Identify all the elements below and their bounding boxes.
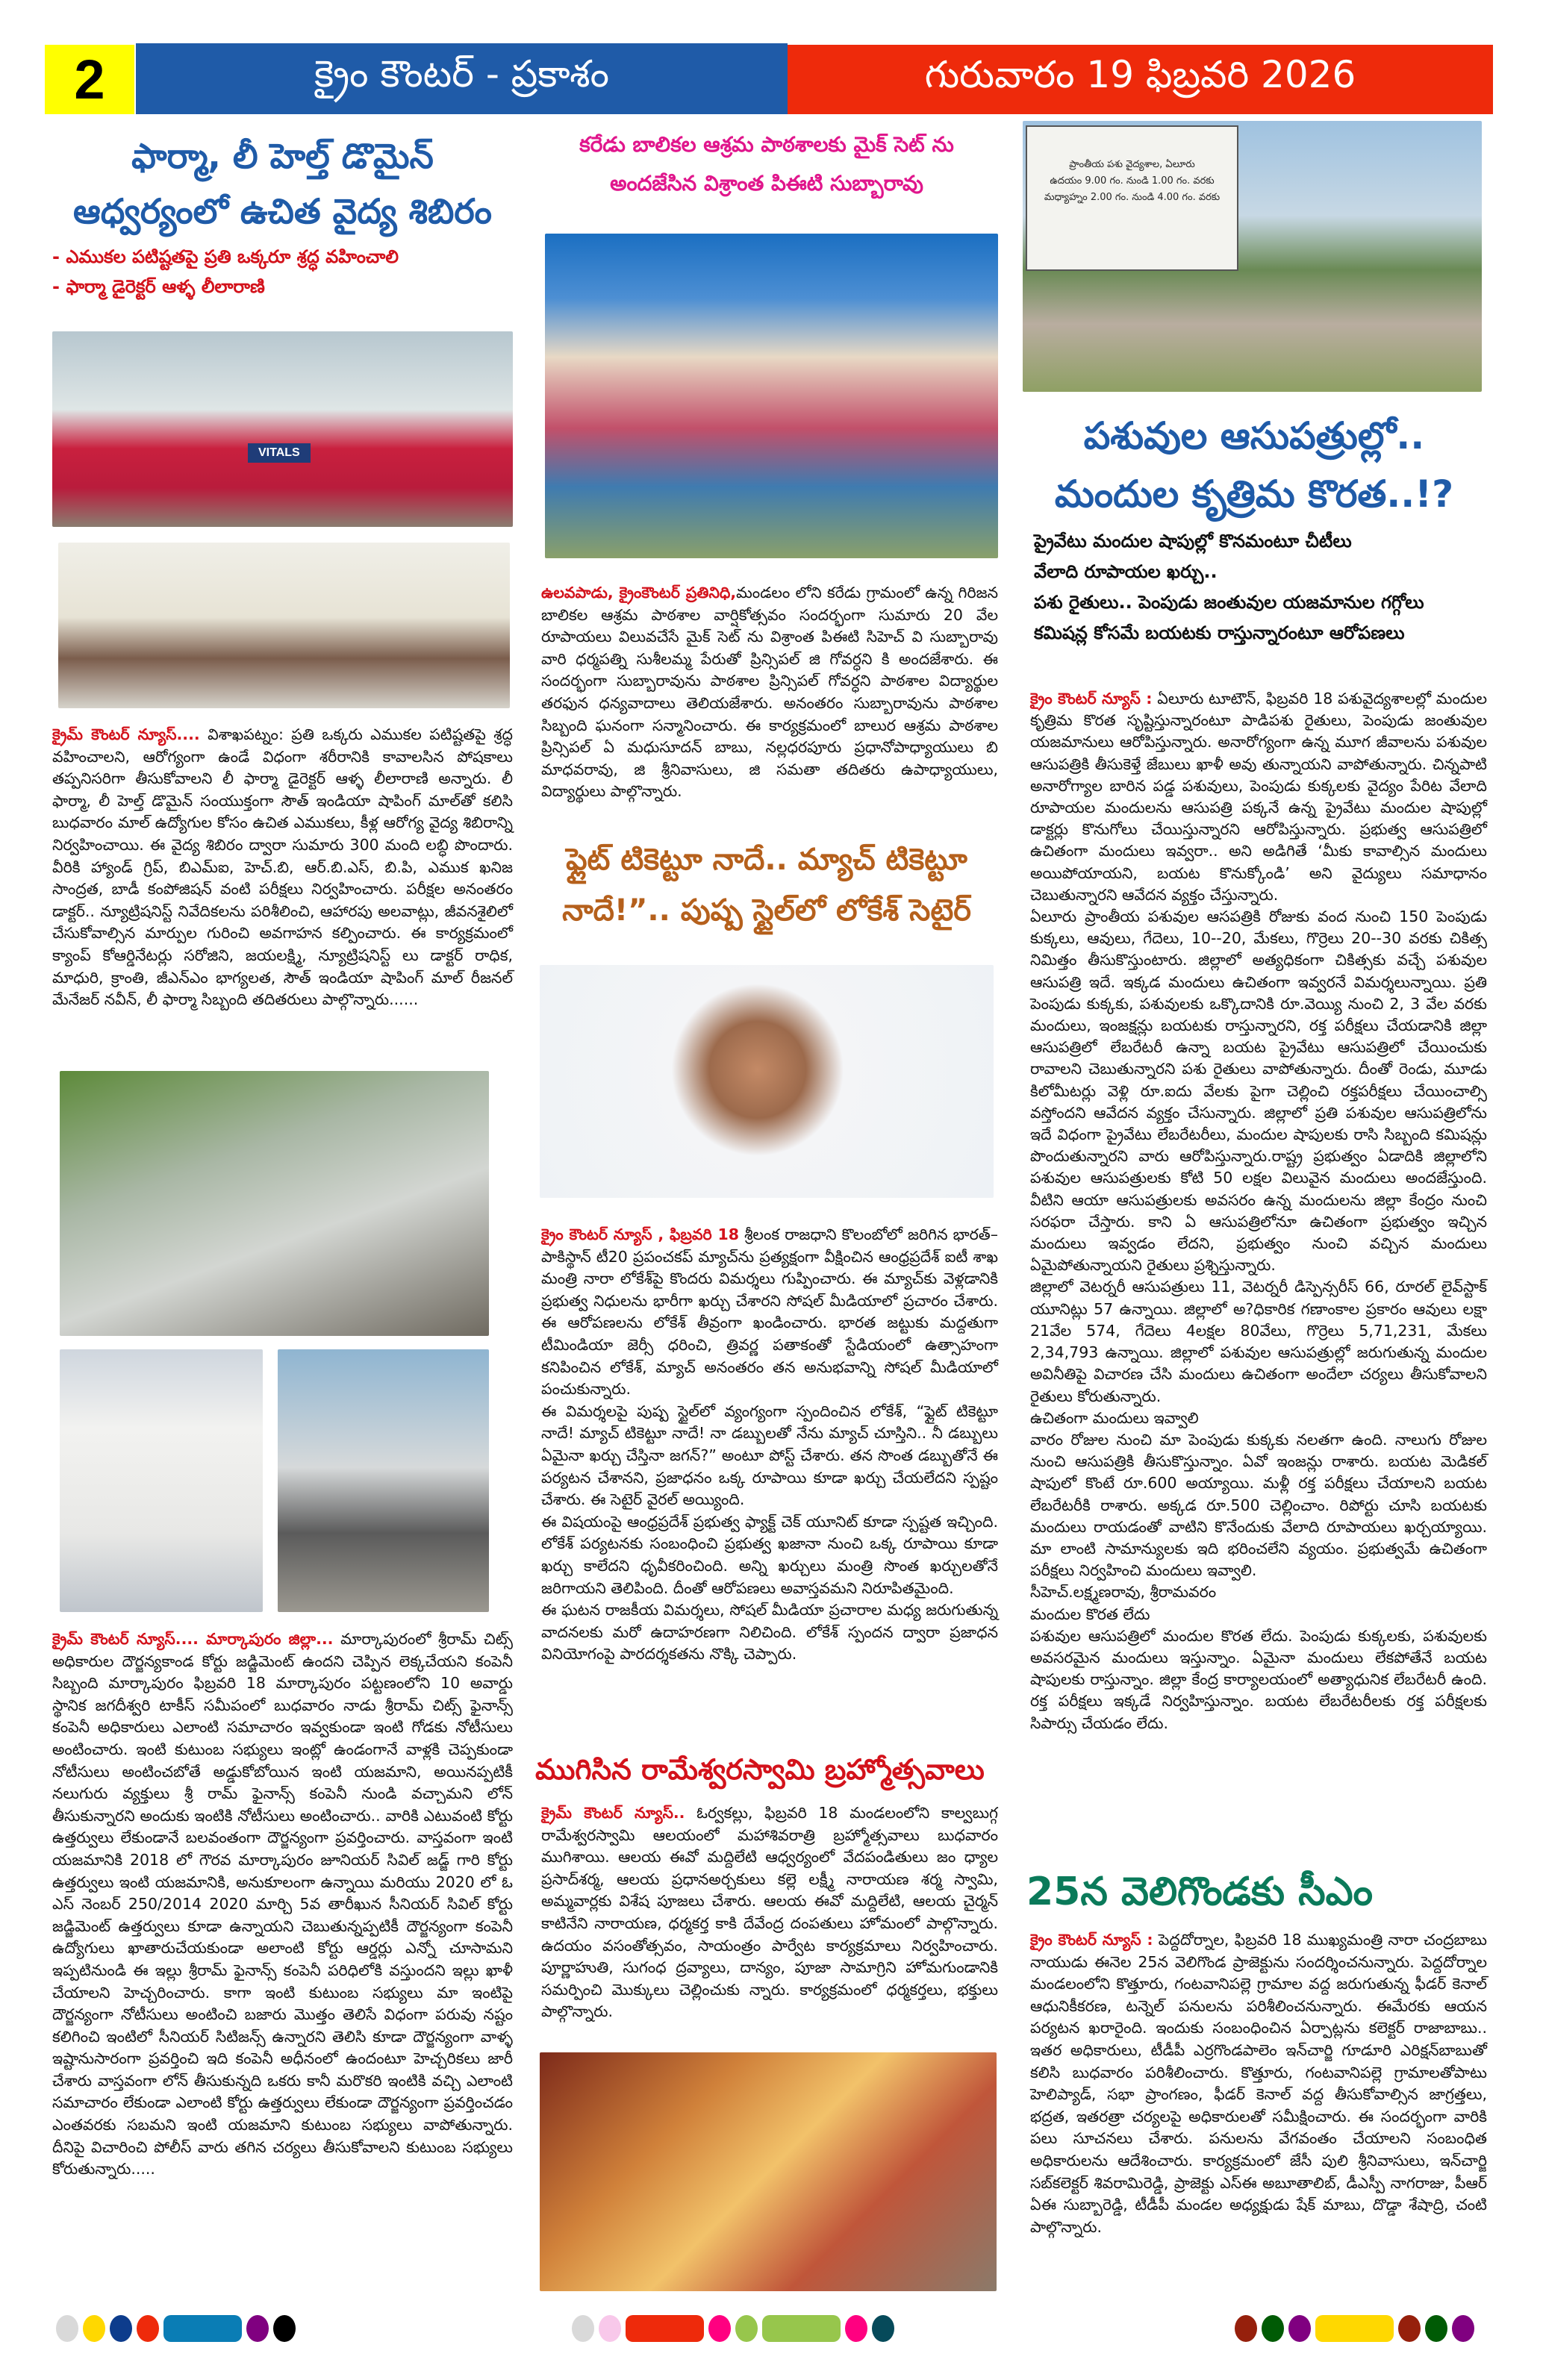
color-dot bbox=[1262, 2315, 1284, 2342]
article-lokesh-body bbox=[541, 1224, 998, 1666]
dateline: క్రైం కౌంటర్ న్యూస్ , ఫిబ్రవరి 18 bbox=[541, 1225, 739, 1243]
color-dot bbox=[1452, 2315, 1474, 2342]
body-text: ఓర్వకల్లు, ఫిబ్రవరి 18 మండలంలోని కాల్వబుగ్గ రామేశ్వరస్వామి ఆలయంలో మహాశివరాత్రి బ్రహ్మోత్సవాలు బుధవారం ముగిశాయి. ఆలయ ఈవో మద్దిలేటి ఆధ్వర్యంలో వేదపండితులు జం ధ్యాల ప్రసాద్‌శర్మ, ఆలయ ప్రధానఅర్చకులు కల్లె లక్ష్మీ నారాయణ శర్మ స్వామి, అమ్మవార్లకు విశేష పూజలు చేశారు. ఆలయ ఈవో మద్దిలేటి, ఆలయ చైర్మన్ కాటినేని నారాయణ, ధర్మకర్త కాకి దేవేంద్ర దంపతులు హోమంలో పాల్గొన్నారు. ఉదయం వసంతోత్సవం, సాయంత్రం పార్వేట కార్యక్రమాలు నిర్వహించారు. పూర్ణాహుతి, సుగంధ ద్రవ్యాలు, దాన్యం, పూజా సామాగ్రిని హోమగుండానికి సమర్పించి మొక్కులు చెల్లించుకు న్నారు. కార్యక్రమంలో ధర్మకర్తలు, భక్తులు పాల్గొన్నారు. bbox=[541, 1804, 998, 2021]
headline-cm: 25న వెలిగొండకు సీఎం bbox=[1026, 1870, 1373, 1914]
article-rameswara-body bbox=[541, 1802, 998, 2023]
sign-line: ప్రాంతీయ పశు వైద్యశాల, ఏలూరు bbox=[1069, 159, 1195, 170]
headline-rameswara: ముగిసిన రామేశ్వరస్వామి బ్రహ్మోత్సవాలు bbox=[535, 1753, 985, 1786]
subhead: - ఫార్మా డైరెక్టర్ ఆళ్ళ లీలారాణి bbox=[52, 276, 265, 297]
headline-line: నాదే!”.. పుష్ప స్టైల్‌లో లోకేశ్ సెటైర్ bbox=[562, 893, 971, 928]
sign-line: ఉదయం 9.00 గం. నుండి 1.00 గం. వరకు bbox=[1050, 175, 1215, 187]
color-dot bbox=[599, 2315, 621, 2342]
dateline: క్రైమ్ కౌంటర్ న్యూస్.. bbox=[541, 1804, 685, 1822]
lokesh-photo bbox=[540, 965, 994, 1198]
color-dot bbox=[83, 2315, 105, 2342]
footer-color-strip-center bbox=[572, 2315, 894, 2342]
headline bbox=[52, 128, 513, 239]
headline-line: అందజేసిన విశ్రాంత పిఈటి సుబ్బారావు bbox=[610, 171, 923, 196]
medical-camp-photo bbox=[52, 331, 513, 527]
color-dot bbox=[572, 2315, 594, 2342]
headline-line: పశువుల ఆసుపత్రుల్లో.. bbox=[1083, 414, 1425, 457]
color-dot bbox=[1398, 2315, 1421, 2342]
box-subhead: మందుల కొరత లేదు bbox=[1030, 1605, 1150, 1623]
school-event-photo bbox=[545, 234, 998, 558]
homam-ritual-photo bbox=[540, 2052, 997, 2291]
headline-line: ఫ్లైట్ టికెట్టూ నాదే.. మ్యాచ్ టికెట్టూ bbox=[566, 843, 967, 877]
article-shriram bbox=[52, 1628, 513, 2181]
subheads bbox=[52, 242, 513, 302]
box-subhead: ఉచితంగా మందులు ఇవ్వాలి bbox=[1030, 1408, 1199, 1427]
street-photo bbox=[60, 1071, 489, 1336]
dateline: క్రైం కౌంటర్ న్యూస్ : bbox=[1030, 1931, 1153, 1949]
issue-date: గురువారం 19 ఫిబ్రవరి 2026 bbox=[788, 45, 1493, 114]
paragraph: ఏలూరు టూటౌన్, ఫిబ్రవరి 18 పశువైద్యశాలల్లో మందుల కృత్రిమ కొరత సృష్టిస్తున్నారంటూ పాడిపశు రైతులు, పెంపుడు జంతువుల యజమానులు ఆరోపిస్తున్నారు. అనారోగ్యంగా ఉన్న మూగ జీవాలను పశువుల ఆసుపత్రికి తీసుకెళ్తే జేబులు ఖాళీ అవు తున్నాయని వాపోతున్నారు. చిన్నపాటి అనారోగ్యాల బారిన పడ్డ పశువులు, పెంపుడు కుక్కలకు వైద్యం పేరిట వేలాది రూపాయల మందులను ఆసుపత్రి పక్కనే ఉన్న ప్రైవేటు మందుల షాపుల్లో డాక్టర్లు కొనుగోలు చేయిస్తున్నారని ఆరోపిస్తున్నారు. ప్రభుత్వ ఆసుపత్రిలో ఉచితంగా మందులు ఇవ్వరా.. అని అడిగితే ‘మీకు కావాల్సిన మందులు అయిపోయాయని, బయట కొనుక్కోండి’ అని వైద్యులు సమాధానం చెబుతున్నారని ఆవేదన వ్యక్తం చేస్తున్నారు. bbox=[1030, 690, 1487, 904]
subhead: ప్రైవేటు మందుల షాపుల్లో కొనమంటూ చీటీలు bbox=[1034, 531, 1352, 552]
headline-line: ఆధ్వర్యంలో ఉచిత వైద్య శిబిరం bbox=[73, 191, 492, 231]
headline-line: మందుల కృత్రిమ కొరత..!? bbox=[1054, 472, 1454, 516]
dateline: ఉలవపాడు, క్రైంకౌంటర్ ప్రతినిధి, bbox=[541, 584, 737, 602]
newspaper-title: క్రైం కౌంటర్ - ప్రకాశం bbox=[136, 43, 788, 114]
veterinary-hospital-photo bbox=[1023, 121, 1482, 392]
footer-color-strip-right bbox=[1235, 2315, 1474, 2342]
paragraph: జిల్లాలో వెటర్నరీ ఆసుపత్రులు 11, వెటర్నరీ డిస్పెన్సరీస్ 66, రూరల్ లైవ్‌స్టాక్ యూనిట్లు 57 ఉన్నాయి. జిల్లాలో అ?ధికారిక గణాంకాల ప్రకారం ఆవులు లక్షా 21వేల 574, గేదెలు 4లక్షల 80వేలు, గొర్రెలు 5,71,231, మేకలు 2,34,793 ఉన్నాయి. జిల్లాలో పశువుల ఆసుపత్రుల్లో జరుగుతున్న మందుల అవినీతిపై విచారణ చేసి మందులు ఉచితంగా అందేలా చర్యలు తీసుకోవాలని రైతులు కోరుతున్నారు. bbox=[1030, 1278, 1487, 1405]
color-dot bbox=[708, 2315, 731, 2342]
quote: వారం రోజుల నుంచి మా పెంపుడు కుక్కకు నలతగా ఉంది. నాలుగు రోజుల నుంచి ఆసుపత్రికి తీసుకొస్తున్నాం. ఏవో ఇంజన్లు రాశారు. బయట మెడికల్ షాపులో కొంటే రూ.600 అయ్యాయి. మళ్లీ రక్త పరీక్షలు చేయాలని బయట లేబరేటరీకి రాశారు. అక్కడ రూ.500 చెల్లించాం. రిపోర్టు చూసి బయటకు మందులు రాయడంతో వాటిని కొనేందుకు వేలాది రూపాయలు ఖర్చయ్యాయి. మా లాంటి సామాన్యులకు ఇది భరించలేని వ్యయం. ప్రభుత్వమే ఉచితంగా పరీక్షలు నిర్వహించి మందులు ఇవ్వాలి. bbox=[1030, 1430, 1487, 1580]
group-photo bbox=[58, 543, 510, 708]
body-text: మార్కాపురంలో శ్రీరామ్ చిట్స్ అధికారుల దౌర్జన్యకాండ కోర్టు జడ్జిమెంట్ ఉందని చెప్పిన లెక్కచేయని కంపెనీ సిబ్బంది మార్కాపురం ఫిబ్రవరి 18 మార్కాపురం పట్టణంలోని 10 అవార్డు స్థానిక జగదీశ్వరి టాకీస్ సమీపంలో బుధవారం నాడు శ్రీరామ్ చిట్స్ ఫైనాన్స్ కంపెనీ అధికారులు ఎలాంటి సమాచారం ఇవ్వకుండా ఇంటి గోడకు నోటీసులు అంటించారు. ఇంటి కుటుంబ సభ్యులు ఇంట్లో ఉండంగానే వాళ్లకి చెప్పకుండా నోటీసులు అంటించబోతే అడ్డుకోబోయిన ఇంటి యజమాని, అయినప్పటికీ నలుగురు వ్యక్తులు శ్రీ రామ్ ఫైనాన్స్ కంపెనీ నుండి వచ్చామని లోన్ తీసుకున్నారని అందుకు ఇంటికి నోటీసులు అంటించారు.. వారికి ఎటువంటి కోర్టు ఉత్తర్వులు లేకుండానే బలవంతంగా దౌర్జన్యంగా ప్రవర్తించారు. వాస్తవంగా ఇంటి యజమానికి 2018 లో గౌరవ మార్కాపురం జూనియర్ సివిల్ జడ్జ్ గారి కోర్టు ఉత్తర్వులు ఇంటి యజమానికి, అనుకూలంగా ఉన్నాయి మరియు 2020 లో ఓ ఎస్ నెంబర్ 250/2014 2020 మార్చి 5వ తారీఖున సీనియర్ సివిల్ కోర్టు జడ్జిమెంట్ ఉత్తర్వులు కూడా ఉన్నాయని చెబుతున్నప్పటికీ దౌర్జన్యంగా కంపెనీ ఉద్యోగులు ఖాతారుచేయకుండా అలాంటి కోర్టు ఆర్డర్లు ఎన్నో చూసామని ఇప్పటినుండి ఈ ఇల్లు శ్రీరామ్ ఫైనాన్స్ కంపెనీ పరిధిలోకి వస్తుందని ఇల్లు ఖాళీ చేయాలని హెచ్చరించారు. కాగా ఇంటి కుటుంబ సభ్యులు మా ఇంటిపై దౌర్జన్యంగా నోటీసులు అంటించి బజారు మొత్తం తెలిసే విధంగా పరువు నష్టం కలిగించి ఇంటిలో సీనియర్ సిటిజన్స్ ఉన్నారని తెలిసి కూడా దౌర్జన్యంగా వాళ్ళ ఇష్టానుసారంగా ప్రవర్తించి ఇది కంపెనీ అధీనంలో ఉందంటూ హెచ్చరికలు జారీ చేశారు వాస్తవంగా లోన్ తీసుకున్నది ఒకరు కానీ మరొకరి ఇంటికి వచ్చి ఎలాంటి సమాచారం లేకుండా ఎలాంటి కోర్టు ఉత్తర్వులు లేకుండా దౌర్జన్యంగా ప్రవర్తించడం ఎంతవరకు సబమని ఇంటి యజమాని కుటుంబ సభ్యులు వాపోతున్నారు. దీనిపై విచారించి పోలీస్ వారు తగిన చర్యలు తీసుకోవాలని కుటుంబ సభ్యులు కోరుతున్నారు..... bbox=[52, 1630, 513, 2178]
hospital-signboard bbox=[1026, 125, 1238, 271]
footer-color-strip-left bbox=[56, 2315, 296, 2342]
quote-attribution: సీహెచ్.లక్ష్మణరావు, శ్రీరామవరం bbox=[1030, 1583, 1217, 1602]
paragraph: ఈ విమర్శలపై పుష్ప స్టైల్‌లో వ్యంగ్యంగా స్పందించిన లోకేశ్, “ఫ్లైట్ టికెట్టూ నాదే! మ్యాచ్ టికెట్టూ నాదే! నా డబ్బులతో నేను మ్యాచ్ చూస్తిని.. నీ డబ్బులు ఏమైనా ఖర్చు చేస్తినా జగన్?” అంటూ పోస్ట్ చేశారు. తన సొంత డబ్బుతోనే ఈ పర్యటన చేశానని, ప్రజాధనం ఒక్క రూపాయి కూడా ఖర్చు చేయలేదని స్పష్టం చేశారు. ఈ సెటైర్ వైరల్ అయ్యింది. bbox=[541, 1402, 998, 1509]
color-dot bbox=[273, 2315, 296, 2342]
sign-line: మధ్యాహ్నం 2.00 గం. నుండి 4.00 గం. వరకు bbox=[1044, 192, 1221, 203]
subhead: కమిషన్ల కోసమే బయటకు రాస్తున్నారంటూ ఆరోపణలు bbox=[1034, 622, 1405, 643]
subhead: పశు రైతులు.. పెంపుడు జంతువుల యజమానుల గగ్గోలు bbox=[1034, 592, 1424, 613]
house-wall-photo bbox=[278, 1349, 489, 1612]
dateline: క్రైం కౌంటర్ న్యూస్ : bbox=[1030, 690, 1153, 708]
article-cm-body bbox=[1030, 1929, 1487, 2238]
subheads-vet bbox=[1034, 526, 1482, 649]
color-dot bbox=[845, 2315, 867, 2342]
color-dot bbox=[1288, 2315, 1311, 2342]
page-number: 2 bbox=[45, 45, 134, 114]
paragraph: ఈ విషయంపై ఆంధ్రప్రదేశ్ ప్రభుత్వ ఫ్యాక్ట్ చెక్ యూనిట్ కూడా స్పష్టత ఇచ్చింది. లోకేశ్ పర్యటనకు సంబంధించి ప్రభుత్వ ఖజానా నుంచి ఒక్క రూపాయి కూడా ఖర్చు కాలేదని ధృవీకరించింది. అన్ని ఖర్చులు మంత్రి సొంత ఖర్చులతోనే జరిగాయని తెలిపింది. దీంతో ఆరోపణలు అవాస్తవమని నిరూపితమైంది. bbox=[541, 1512, 998, 1597]
color-bar bbox=[163, 2315, 242, 2342]
color-dot bbox=[735, 2315, 758, 2342]
headline-line: కరేడు బాలికల ఆశ్రమ పాఠశాలకు మైక్ సెట్ ను bbox=[579, 132, 954, 157]
headline-line: ఫార్మా, లీ హెల్త్ డొమైన్ bbox=[131, 136, 434, 176]
body-text: పెద్దదోర్నాల, ఫిబ్రవరి 18 ముఖ్యమంత్రి నారా చంద్రబాబు నాయుడు ఈనెల 25న వెలిగొండ ప్రాజెక్టును సందర్శించనున్నారు. పెద్దదోర్నాల మండలంలోని కొత్తూరు, గంటవానిపల్లె గ్రామాల వద్ద జరుగుతున్న ఫీడర్ కెనాల్ ఆధునికీకరణ, టన్నెల్ పనులను పరిశీలించనున్నారు. ఈమేరకు ఆయన పర్యటన ఖరారైంది. ఇందుకు సంబంధించిన ఏర్పాట్లను కలెక్టర్ రాజాబాబు.. ఇతర అధికారులు, టీడీపీ ఎర్రగొండపాలెం ఇన్‌చార్జి గూడూరి ఎరిక్షన్‌బాబుతో కలిసి బుధవారం పరిశీలించారు. కొత్తూరు, గంటవానిపల్లె గ్రామాలతోపాటు హెలిప్యాడ్, సభా ప్రాంగణం, ఫీడర్ కెనాల్ వద్ద తీసుకోవాల్సిన జాగ్రత్తలు, భద్రత, ఇతరత్రా చర్యలపై అధికారులతో సమీక్షించారు. ఈ సందర్భంగా వారికి పలు సూచనలు చేశారు. పనులను వేగవంతం చేయాలని సంబంధిత అధికారులను ఆదేశించారు. కార్యక్రమంలో జేసీ పులి శ్రీనివాసులు, ఇన్‌చార్జి సబ్‌కలెక్టర్ శివరామిరెడ్డి, ప్రాజెక్టు ఎస్ఈ అబూతాలిబ్, డీఎస్పీ నాగరాజు, పీఆర్ ఏఈ సుబ్బారెడ్డి, టీడీపీ మండల అధ్యక్షుడు షేక్ మాబు, దొడ్డా శేషాద్రి, చంటి పాల్గొన్నారు. bbox=[1030, 1931, 1487, 2236]
paragraph: ఏలూరు ప్రాంతీయ పశువుల ఆసపత్రికి రోజుకు వంద నుంచి 150 పెంపుడు కుక్కలు, ఆవులు, గేదెలు, 10--20, మేకలు, గొర్రెలు 20--30 వరకు చికిత్స నిమిత్తం తీసుకొస్తుంటారు. జిల్లాలో అత్యధికంగా చికిత్సకు వచ్చే పశువుల ఆసుపత్రి ఇదే. ఇక్కడ మందులు ఉచితంగా ఇవ్వరనే విమర్శలున్నాయి. ప్రతి పెంపుడు కుక్కకు, పశువులకు ఒక్కొదానికి రూ.వెయ్యి నుంచి 2, 3 వేల వరకు మందులు, ఇంజక్షన్లు బయటకు రాస్తున్నారని, రక్త పరీక్షలు చేయడానికి జిల్లా ఆసుపత్రిలో లేబరేటరీ ఉన్నా బయట ప్రైవేటు ఆసుపత్రిలో చేయించుకు రావాలని చెబుతున్నారని పశు రైతులు వాపోతున్నారు. దీంతో రెండు, మూడు కిలోమీటర్లు వెళ్లి రూ.ఐదు వేలకు పైగా చెల్లించి రక్తపరీక్షలు చేయించాల్సి వస్తోందని ఆవేదన వ్యక్తం చేసున్నారు. జిల్లాలో ప్రతి పశువుల ఆసుపత్రిలోను ఇదే విధంగా ప్రైవేటు లేబరేటరీలు, మందుల షాపులకు రాసి సిబ్బంది కమిషన్లు పొందుతున్నారని వారు ఆరోపిస్తున్నారు.రాష్ట్ర ప్రభుత్వం ఏడాదికి జిల్లాలోని పశువుల ఆసుపత్రులకు కోటి 50 లక్షల విలువైన మందులు అందజేస్తుంది. వీటిని ఆయా ఆసుపత్రులకు అవసరం ఉన్న మందులను జిల్లా కేంద్రం నుంచి సరఫరా చేస్తారు. కాని ఏ ఆసుపత్రిలోనూ ఉచితంగా ప్రభుత్వం ఇచ్చిన మందులు ఇవ్వడం లేదని, ప్రభుత్వం నుంచి వచ్చిన మందులు ఏమైపోతున్నాయని రైతులు ప్రశ్నిస్తున్నారు. bbox=[1030, 908, 1487, 1275]
body-text: మండలం లోని కరేడు గ్రామంలో ఉన్న గిరిజన బాలికల ఆశ్రమ పాఠశాల వార్షికోత్సవం సందర్భంగా సుమారు 20 వేల రూపాయలు విలువచేసే మైక్ సెట్ ను విశ్రాంత పిఈటి సిహెచ్ వి సుబ్బారావు వారి ధర్మపత్ని సుశీలమ్మ పేరుతో ప్రిన్సిపల్ జి గోవర్ధని కి అందజేశారు. ఈ సందర్భంగా సుబ్బారావును పాఠశాల ప్రిన్సిపల్ గోవర్ధని పాఠశాల విద్యార్థుల తరఫున ధన్యవాదాలు తెలియజేశారు. అనంతరం సుబ్బారావును పాఠశాల సిబ్బంది ఘనంగా సన్మానించారు. ఈ కార్యక్రమంలో బాలుర ఆశ్రమ పాఠశాల ప్రిన్సిపల్ ఏ మధుసూదన్ బాబు, నల్లధరపూరు ప్రధానోపాధ్యాయులు బి మాధవరావు, జి శ్రీనివాసులు, జి సమతా తదితరు ఉపాధ్యాయులు, విద్యార్థులు పాల్గొన్నారు. bbox=[541, 584, 998, 801]
subhead: వేలాది రూపాయల ఖర్చు.. bbox=[1034, 561, 1218, 582]
color-dot bbox=[246, 2315, 269, 2342]
color-dot bbox=[56, 2315, 78, 2342]
dateline: క్రైమ్ కౌంటర్ న్యూస్.... bbox=[52, 725, 200, 743]
color-dot bbox=[1235, 2315, 1257, 2342]
color-dot bbox=[137, 2315, 159, 2342]
color-dot bbox=[110, 2315, 132, 2342]
article-mikeset-body bbox=[541, 582, 998, 803]
color-bar bbox=[626, 2315, 704, 2342]
paragraph: ఈ ఘటన రాజకీయ విమర్శలు, సోషల్ మీడియా ప్రచారాల మధ్య జరుగుతున్న వాదనలకు మరో ఉదాహరణగా నిలిచింది. లోకేశ్ స్పందన ద్వారా ప్రజాధన వినియోగంపై పారదర్శకతను నొక్కి చెప్పారు. bbox=[541, 1601, 998, 1664]
dateline: క్రైమ్ కౌంటర్ న్యూస్.... మార్కాపురం జిల్లా... bbox=[52, 1630, 334, 1648]
subhead: - ఎముకల పటిష్టతపై ప్రతి ఒక్కరూ శ్రద్ధ వహించాలి bbox=[52, 246, 399, 267]
paragraph: శ్రీలంక రాజధాని కొలంబోలో జరిగిన భారత్–పాకిస్థాన్ టీ20 ప్రపంచకప్ మ్యాచ్‌ను ప్రత్యక్షంగా వీక్షించిన ఆంధ్రప్రదేశ్ ఐటీ శాఖ మంత్రి నారా లోకేశ్‌పై కొందరు విమర్శలు గుప్పించారు. ఈ మ్యాచ్‌కు వెళ్లడానికి ప్రభుత్వ నిధులను భారీగా ఖర్చు చేశారని సోషల్ మీడియాలో ప్రచారం చేశారు. ఈ ఆరోపణలను లోకేశ్ తీవ్రంగా ఖండించారు. భారత జట్టుకు మద్దతుగా టీమిండియా జెర్సీ ధరించి, త్రివర్ణ పతాకంతో స్టేడియంలో ఉత్సాహంగా కనిపించిన లోకేశ్, మ్యాచ్ అనంతరం తన అనుభవాన్ని సోషల్ మీడియాలో పంచుకున్నారు. bbox=[541, 1225, 998, 1399]
color-dot bbox=[1425, 2315, 1447, 2342]
color-bar bbox=[762, 2315, 841, 2342]
article-vet-body bbox=[1030, 688, 1487, 1734]
color-dot bbox=[872, 2315, 894, 2342]
official-statement: పశువుల ఆసుపత్రిలో మందుల కొరత లేదు. పెంపుడు కుక్కలకు, పశువులకు అవసరమైన మందులు ఇస్తున్నాం. ఏమైనా మందులు లేకపోతేనే బయట షాపులకు రాస్తున్నాం. జిల్లా కేంద్ర కార్యాలయంలో అత్యాధునిక లేబరేటరీ ఉంది. రక్త పరీక్షలు ఇక్కడే నిర్వహిస్తున్నాం. బయట లేబరేటరీలకు రక్త పరీక్షలకు సిపార్సు చేయడం లేదు. bbox=[1030, 1626, 1487, 1732]
article-pharma bbox=[52, 128, 513, 302]
body-text: విశాఖపట్నం: ప్రతి ఒక్కరు ఎముకల పటిష్టతపై శ్రద్ధ వహించాలని, ఆరోగ్యంగా ఉండే విధంగా శరీరానికి కావాలసిన పోషకాలు తప్పనిసరిగా తీసుకోవాలని లీ ఫార్మా డైరెక్టర్ ఆళ్ళ లీలారాణి అన్నారు. లీ ఫార్మా, లీ హెల్త్ డొమైన్ సంయుక్తంగా సౌత్ ఇండియా షాపింగ్ మాల్‌తో కలిసి బుధవారం మాల్ ఉద్యోగుల కోసం ఉచిత ఎముకలు, కీళ్ల ఆరోగ్య వైద్య శిబిరాన్ని నిర్వహించాయి. ఈ వైద్య శిబిరం ద్వారా సుమారు 300 మంది లబ్ధి పొందారు. వీరికి హ్యాండ్ గ్రిప్, బిఎమ్ఐ, హెచ్.బి, ఆర్.బి.ఎస్, బి.పి, ఎముక ఖనిజ సాంద్రత, బాడీ కంపోజిషన్ వంటి పరీక్షలు నిర్వహించారు. పరీక్షల అనంతరం డాక్టర్.. న్యూట్రిషనిస్ట్ నివేదికలను పరిశీలించి, ఆహారపు అలవాట్లు, జీవనశైలిలో చేసుకోవాల్సిన మార్పుల గురించి అవగాహన కల్పించారు. ఈ కార్యక్రమంలో క్యాంప్ కోఆర్డినేటర్లు సరోజిని, జయలక్ష్మి, న్యూట్రిషనిస్ట్ లు డాక్టర్ రాధిక, మాధురి, క్రాంతి, జీఎన్‌ఎం భాగ్యలత, సౌత్ ఇండియా షాపింగ్ మాల్ రీజనల్ మేనేజర్ నవీన్, లీ ఫార్మా సిబ్బంది తదితరులు పాల్గొన్నారు...... bbox=[52, 725, 513, 1009]
headline-vet bbox=[1023, 407, 1486, 523]
vitals-sign: VITALS bbox=[248, 443, 311, 463]
color-bar bbox=[1315, 2315, 1394, 2342]
notice-document-photo bbox=[60, 1349, 263, 1612]
headline-mikeset bbox=[535, 125, 998, 203]
article-body bbox=[52, 724, 513, 1011]
headline-lokesh bbox=[535, 834, 998, 936]
